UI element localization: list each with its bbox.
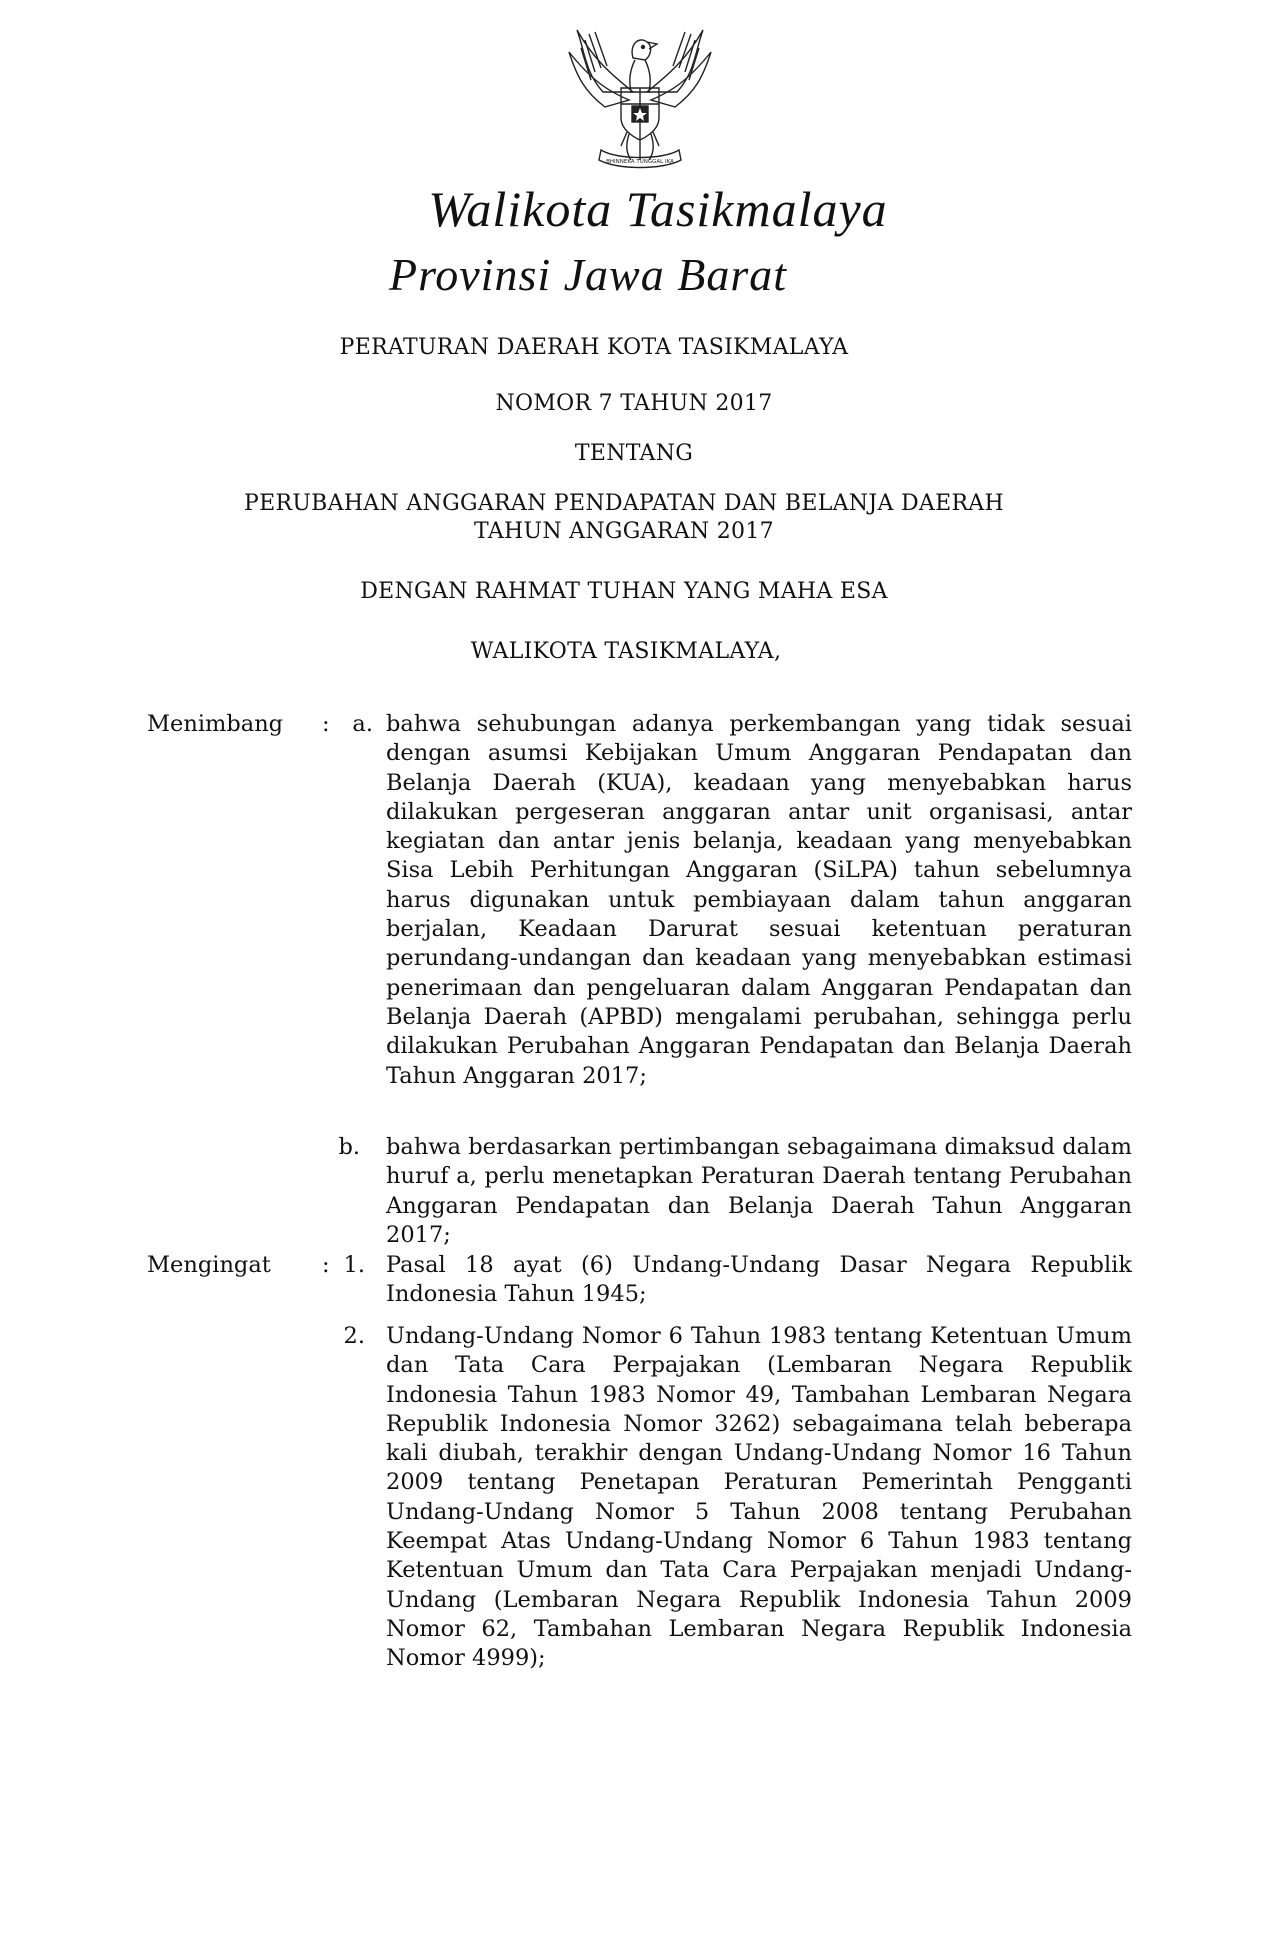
mengingat-marker-2: 2. bbox=[343, 1323, 365, 1349]
mengingat-label: Mengingat bbox=[147, 1252, 271, 1278]
document-subject bbox=[0, 490, 1262, 546]
menimbang-text-a: bahwa sehubungan adanya perkembangan yang tidak sesuai dengan asumsi Kebijakan Umum Anggaran Pendapatan dan Belanja Daerah (KUA), keadaan yang menyebabkan harus dilakukan pergeseran anggaran antar unit organisasi, antar kegiatan dan antar jenis belanja, keadaan yang menyebabkan Sisa Lebih Perhitungan Anggaran (SiLPA) tahun sebelumnya harus digunakan untuk pembiayaan dalam tahun anggaran berjalan, Keadaan Darurat sesuai ketentuan peraturan perundang-undangan dan keadaan yang menyebabkan estimasi penerimaan dan pengeluaran dalam Anggaran Pendapatan dan Belanja Daerah (APBD) mengalami perubahan, sehingga perlu dilakukan Perubahan Anggaran Pendapatan dan Belanja Daerah Tahun Anggaran 2017; bbox=[386, 711, 1132, 1089]
menimbang-colon: : bbox=[322, 711, 330, 737]
document-title: PERATURAN DAERAH KOTA TASIKMALAYA bbox=[339, 335, 849, 360]
menimbang-label: Menimbang bbox=[147, 711, 284, 737]
document-tentang: TENTANG bbox=[574, 441, 694, 466]
garuda-emblem-icon bbox=[555, 22, 725, 177]
header-script-title: Walikota Tasikmalaya bbox=[428, 181, 888, 237]
menimbang-marker-a: a. bbox=[352, 711, 373, 737]
document-number: NOMOR 7 TAHUN 2017 bbox=[495, 391, 773, 416]
document-rahmat: DENGAN RAHMAT TUHAN YANG MAHA ESA bbox=[360, 579, 888, 604]
mengingat-text-2: Undang-Undang Nomor 6 Tahun 1983 tentang Ketentuan Umum dan Tata Cara Perpajakan (Lembaran Negara Republik Indonesia Tahun 1983 Nomor 49, Tambahan Lembaran Negara Republik Indonesia Nomor 3262) sebagaimana telah beberapa kali diubah, terakhir dengan Undang-Undang Nomor 16 Tahun 2009 tentang Penetapan Peraturan Pemerintah Pengganti Undang-Undang Nomor 5 Tahun 2008 tentang Perubahan Keempat Atas Undang-Undang Nomor 6 Tahun 1983 tentang Ketentuan Umum dan Tata Cara Perpajakan menjadi Undang-Undang (Lembaran Negara Republik Indonesia Tahun 2009 Nomor 62, Tambahan Lembaran Negara Republik Indonesia Nomor 4999); bbox=[386, 1323, 1132, 1672]
mengingat-text-1: Pasal 18 ayat (6) Undang-Undang Dasar Negara Republik Indonesia Tahun 1945; bbox=[386, 1252, 1132, 1308]
header-script-province: Provinsi Jawa Barat bbox=[388, 249, 788, 300]
document-walikota: WALIKOTA TASIKMALAYA, bbox=[470, 639, 782, 664]
subject-line-1: PERUBAHAN ANGGARAN PENDAPATAN DAN BELANJA DAERAH bbox=[244, 491, 1004, 516]
subject-line-2: TAHUN ANGGARAN 2017 bbox=[474, 519, 774, 544]
emblem-motto: BHINNEKA TUNGGAL IKA bbox=[606, 159, 674, 165]
menimbang-text-b: bahwa berdasarkan pertimbangan sebagaimana dimaksud dalam huruf a, perlu menetapkan Peraturan Daerah tentang Perubahan Anggaran Pendapatan dan Belanja Daerah Tahun Anggaran 2017; bbox=[386, 1134, 1132, 1248]
mengingat-marker-1: 1. bbox=[343, 1252, 365, 1278]
mengingat-colon: : bbox=[322, 1252, 330, 1278]
menimbang-marker-b: b. bbox=[338, 1134, 360, 1160]
